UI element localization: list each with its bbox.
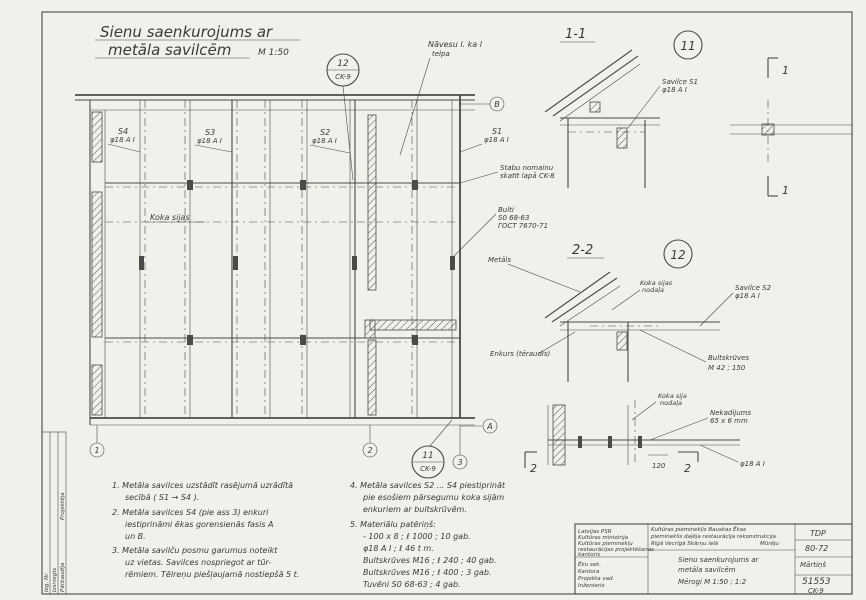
detail-12-beam-b: Koka sija bbox=[658, 392, 687, 400]
side-1: Ieg. Nr. bbox=[44, 572, 50, 592]
axis-2: 2 bbox=[367, 446, 373, 455]
label-bolts-3: ГОСТ 7670-71 bbox=[498, 222, 549, 230]
title-line1: Sienu saenkurojums ar bbox=[100, 23, 273, 41]
left-3: Projekta vad. bbox=[578, 576, 615, 582]
label-bolts-2: S0 68-63 bbox=[498, 214, 530, 222]
detail-11-header: 1-1 bbox=[565, 27, 587, 42]
callout-11-num: 11 bbox=[422, 451, 434, 461]
detail-12-plate-d: 65 x 6 mm bbox=[710, 417, 748, 425]
note-5e: Tuvēni S0 68-63 ; 4 gab. bbox=[363, 580, 461, 589]
title-scale: M 1:50 bbox=[258, 48, 289, 58]
code-4: 51553 bbox=[802, 577, 831, 587]
detail-12 bbox=[488, 240, 772, 475]
axis-1: 1 bbox=[94, 446, 100, 455]
detail-12-beam: Koka sijas bbox=[640, 279, 673, 287]
cut-2-left: 2 bbox=[530, 462, 537, 475]
label-beam: Koka sijas bbox=[150, 213, 190, 222]
callout-12-num: 12 bbox=[337, 59, 349, 69]
detail-12-sav: Savilce S2 bbox=[735, 284, 772, 292]
note-3a: 3. Metāla savilču posmu garumus noteikt bbox=[112, 546, 278, 555]
detail-12-plate: Nekadijums bbox=[710, 409, 752, 417]
code-2: 80-72 bbox=[805, 544, 829, 553]
label-s1: S1 bbox=[492, 127, 503, 136]
side-stamp bbox=[42, 432, 66, 594]
callout-12-sheet: CK-9 bbox=[335, 73, 351, 81]
title-block bbox=[575, 524, 852, 595]
left-1: Ēku sek. bbox=[578, 562, 602, 568]
note-4a: 4. Metāla savilces S2 ... S4 piestiprināt bbox=[350, 481, 506, 490]
proj-2: piemineklis daļēja restaurācija rekonstrukcija bbox=[651, 534, 776, 540]
note-2b: iestiprināmi ēkas gorensienās fasis A bbox=[125, 520, 274, 529]
side-3: Pārbaudīja bbox=[60, 562, 66, 592]
label-s4-left: S4 bbox=[118, 127, 129, 136]
code-1: TDP bbox=[810, 529, 826, 538]
detail-11-num: 11 bbox=[680, 39, 696, 53]
detail-12-num: 12 bbox=[670, 248, 686, 262]
detail-12-beam2: nodaļa bbox=[642, 286, 664, 294]
note-5d: Bultskrūves M16 ; ℓ 400 ; 3 gab. bbox=[363, 568, 492, 577]
drawing-title bbox=[95, 23, 300, 59]
note-3c: rēmiem. Tēlreņu piešļaujamā nostiepšā 5 t. bbox=[125, 570, 300, 579]
detail-12-sav-d: φ18 A I bbox=[735, 292, 760, 300]
note-4b: pie esošiem pārsegumu koka sijām bbox=[363, 493, 505, 502]
detail-12-metal: Metāls bbox=[488, 256, 511, 264]
org-5: kantoris bbox=[578, 552, 601, 558]
label-rafter-2: telpa bbox=[432, 50, 450, 58]
detail-12-beam-b2: nodaļa bbox=[660, 399, 682, 407]
title-line2: metāla savilcēm bbox=[108, 41, 232, 59]
axis-3: 3 bbox=[457, 458, 463, 467]
left-2: Kantora bbox=[578, 569, 600, 575]
cut-1-bot: 1 bbox=[782, 184, 789, 197]
note-2a: 2. Metāla savilces S4 (pie ass 3) enkuri bbox=[112, 508, 269, 517]
note-5-head: 5. Materiālu patēriņš: bbox=[350, 520, 436, 529]
label-bolts-1: Bulti bbox=[498, 206, 514, 214]
cut-1-top: 1 bbox=[782, 64, 789, 77]
side-2: Izsniegts bbox=[52, 567, 58, 592]
proj-3: Rīgā Vecrīgā Skārņu ielā bbox=[651, 541, 719, 547]
org-1: Latvijas PSR bbox=[578, 529, 612, 535]
label-rafter: Nāvesu l. ka l bbox=[428, 40, 482, 49]
code-3: Mārtiņš bbox=[800, 561, 826, 569]
note-5a: - 100 x 8 ; ℓ 1000 ; 10 gab. bbox=[363, 532, 471, 541]
detail-12-bolt-d: M 42 ; 150 bbox=[708, 364, 746, 372]
proj-1: Kultūras pieminekļis Bauskas Ēkas bbox=[651, 527, 746, 533]
sheet-name-2: metāla savilcēm bbox=[678, 566, 736, 574]
axis-b: B bbox=[494, 100, 500, 109]
detail-12-bolt: Bultskrūves bbox=[708, 354, 750, 362]
org-3: Kultūras pieminekļu bbox=[578, 541, 633, 547]
label-replace-1: Stabu nomainu bbox=[500, 164, 554, 172]
note-3b: uz vietas. Savilces nospriegot ar tūr- bbox=[125, 558, 272, 567]
sheet-scale: Mērogi M 1:50 ; 1:2 bbox=[678, 578, 747, 586]
detail-12-anchor: Enkurs (tēraudis) bbox=[490, 350, 551, 358]
sheet-name-1: Sienu saenkurojums ar bbox=[678, 556, 759, 564]
label-s4-left-d: φ18 A I bbox=[110, 136, 135, 144]
proj-4: Mūrēju bbox=[760, 541, 779, 547]
code-5: CK-9 bbox=[808, 587, 824, 595]
detail-11-sav-d: φ18 A I bbox=[662, 86, 687, 94]
label-s2: S2 bbox=[320, 128, 331, 137]
label-replace-2: skatīt lapā CK-8 bbox=[500, 172, 555, 180]
side-4: Projektēja bbox=[60, 492, 66, 520]
org-4: restaurācijas projektēšanas bbox=[578, 547, 654, 553]
detail-12-rod: φ18 A I bbox=[740, 460, 765, 468]
detail-11-sav: Savilce S1 bbox=[662, 78, 699, 86]
note-2c: un B. bbox=[125, 532, 146, 541]
label-s3-d: φ18 A I bbox=[197, 137, 222, 145]
label-s3: S3 bbox=[205, 128, 216, 137]
cut-2-right: 2 bbox=[684, 462, 691, 475]
notes bbox=[112, 481, 506, 589]
callout-11-sheet: CK-9 bbox=[420, 465, 436, 473]
left-4: Inženieris bbox=[578, 583, 605, 589]
label-s1-d: φ18 A I bbox=[484, 136, 509, 144]
note-1b: secībā ( S1 → S4 ). bbox=[125, 493, 200, 502]
detail-11 bbox=[545, 27, 852, 197]
note-1a: 1. Metāla savilces uzstādīt rasējumā uzrādītā bbox=[112, 481, 294, 490]
label-s2-d: φ18 A I bbox=[312, 137, 337, 145]
note-5b: φ18 A I ; ℓ 46 t m. bbox=[363, 544, 434, 553]
floor-plan bbox=[75, 40, 555, 478]
org-2: Kultūras ministrija bbox=[578, 535, 628, 541]
note-5c: Bultskrūves M16 ; ℓ 240 ; 40 gab. bbox=[363, 556, 497, 565]
detail-12-header: 2-2 bbox=[572, 243, 594, 258]
detail-12-dim: 120 bbox=[652, 462, 666, 470]
axis-a: A bbox=[487, 422, 493, 431]
note-4c: enkuriem ar bultskrūvēm. bbox=[363, 505, 467, 514]
